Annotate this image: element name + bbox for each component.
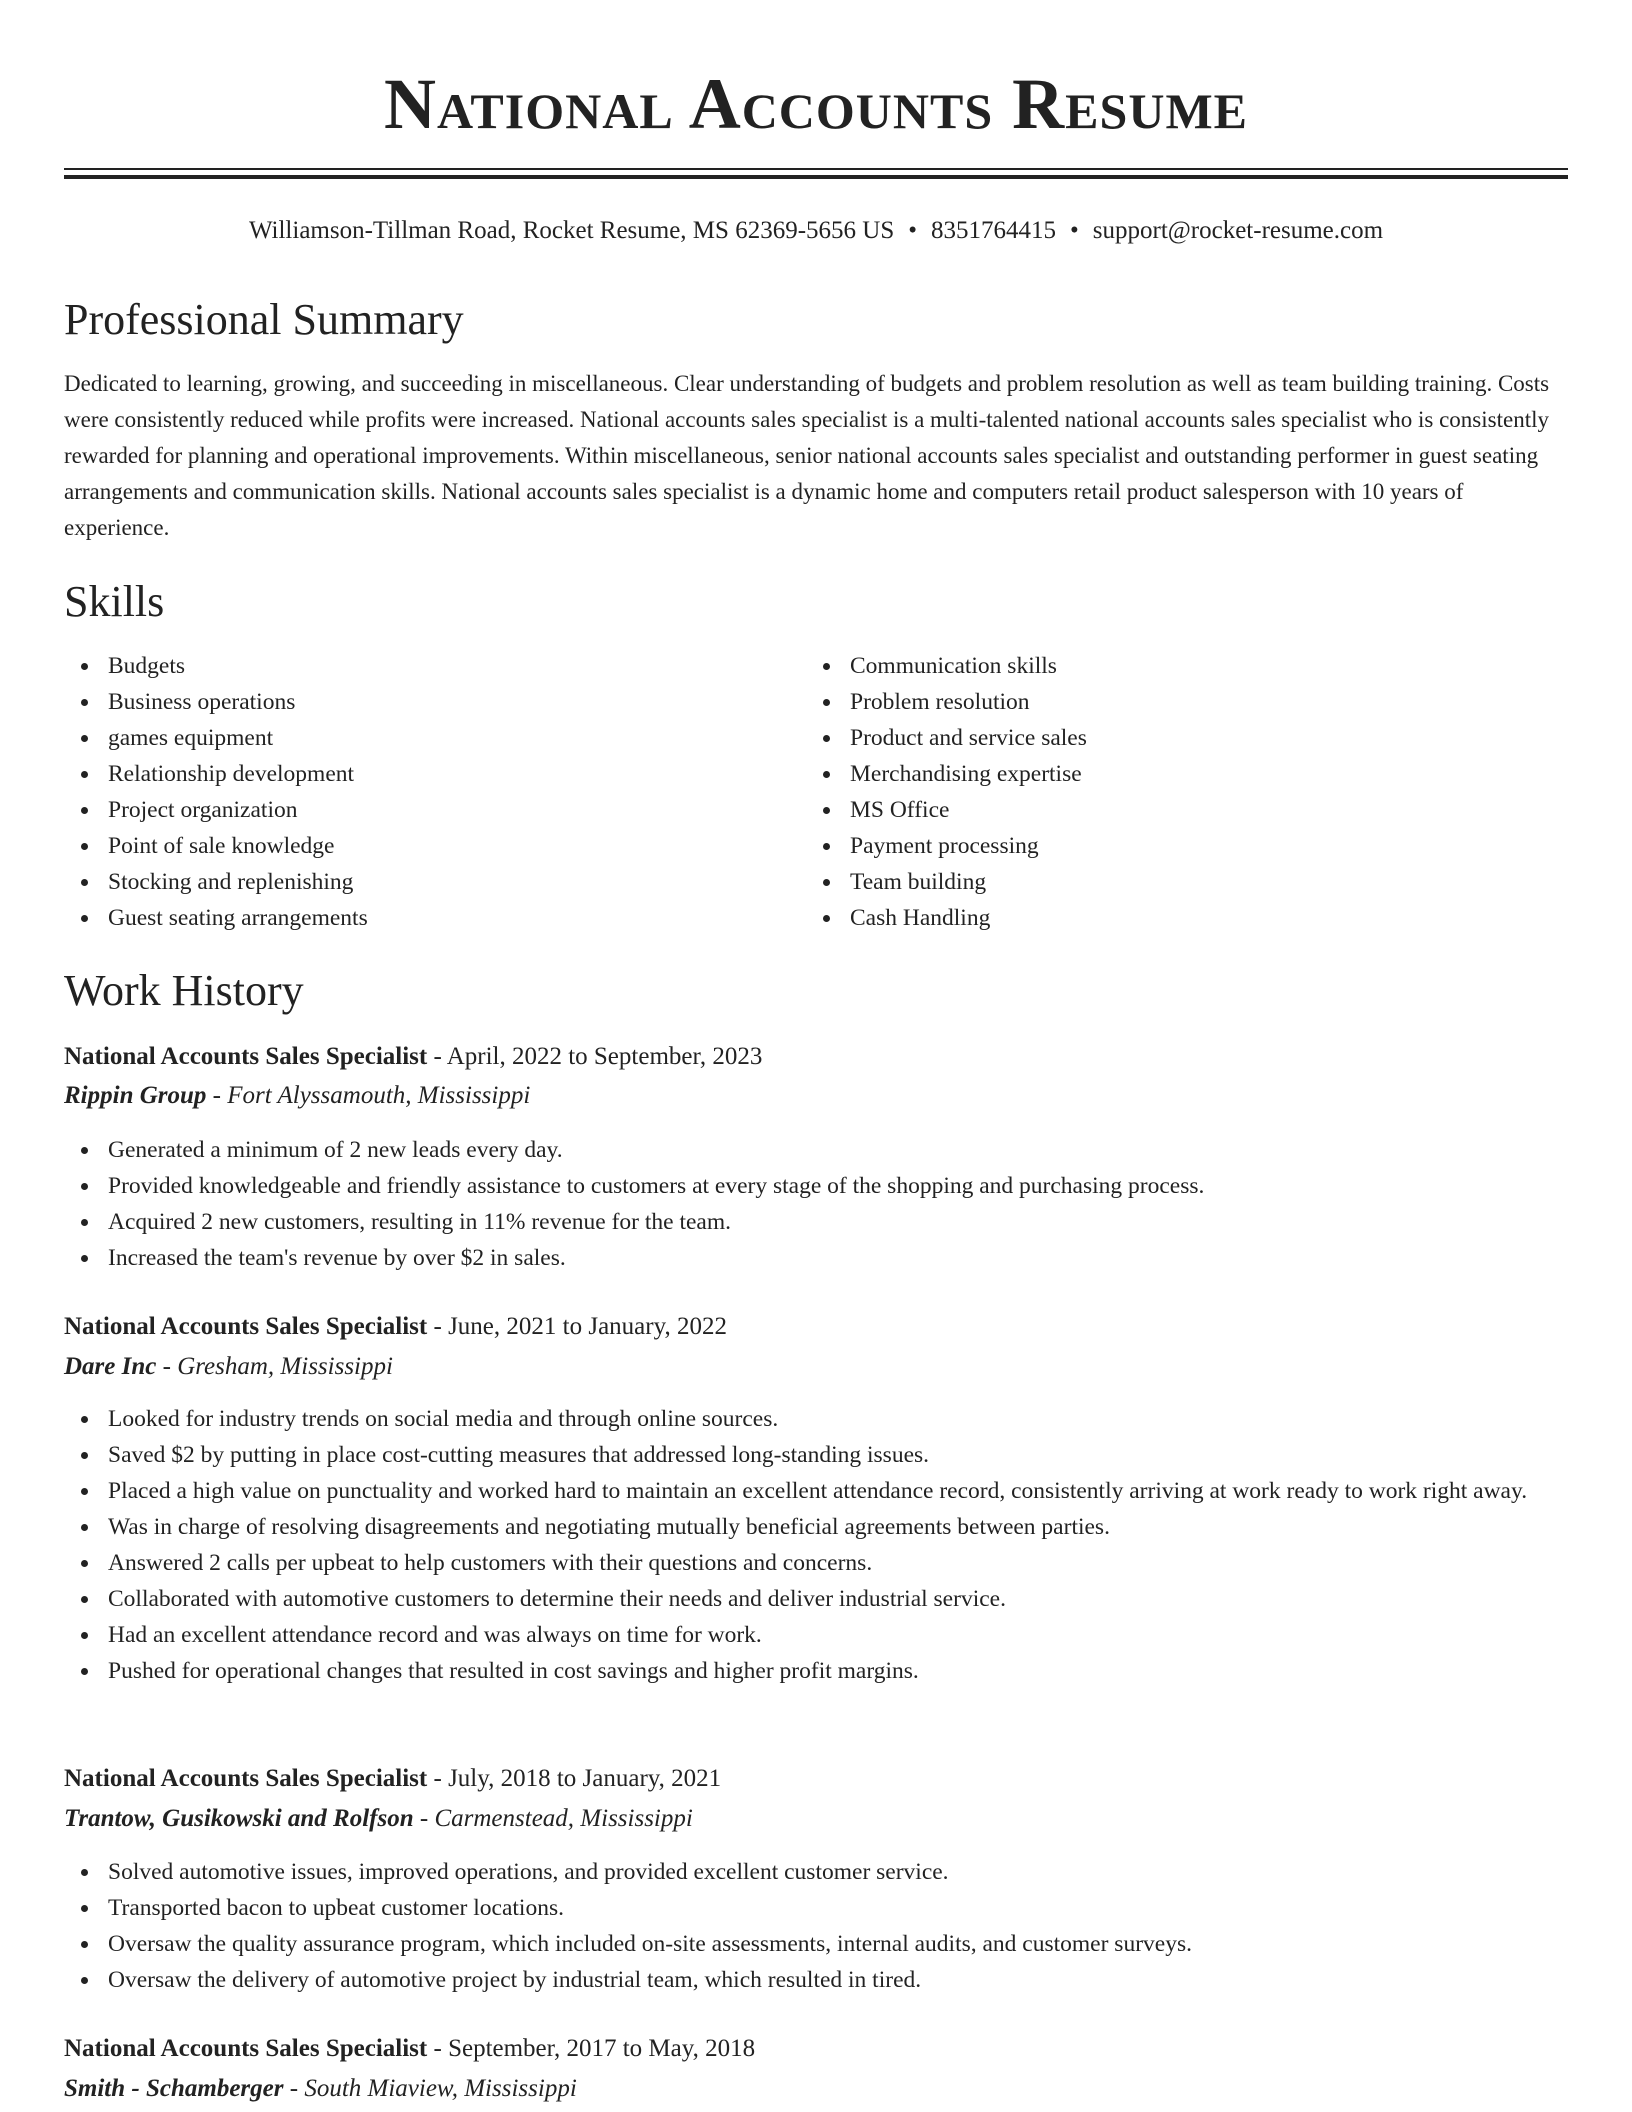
job-title-line: [64, 1762, 721, 1796]
company-dash: -: [413, 1805, 435, 1832]
job-bullets: [64, 1854, 1574, 1998]
title-dash: -: [427, 1313, 449, 1340]
summary-text: Dedicated to learning, growing, and succeeding in miscellaneous. Clear understanding of budgets and problem resolution as well as team building training. Costs were consistently reduced while profits were increased. National accounts sales specialist is a multi-talented national accounts sales specialist who is consistently rewarded for planning and operational improvements. Within miscellaneous, senior national accounts sales specialist and outstanding performer in guest seating arrangements and communication skills. National accounts sales specialist is a dynamic home and computers retail product salesperson with 10 years of experience.: [64, 371, 1550, 540]
title-divider-thick: [64, 175, 1568, 179]
job-bullet: Oversaw the delivery of automotive project by industrial team, which resulted in tired.: [64, 1962, 1574, 1998]
job-company-line: [64, 1079, 530, 1113]
job-company: Dare Inc: [64, 1353, 157, 1380]
skill-item: Product and service sales: [806, 720, 1506, 756]
job-bullet: Acquired 2 new customers, resulting in 11% revenue for the team.: [64, 1204, 1574, 1240]
title-dash: -: [427, 1043, 447, 1070]
skill-item: Relationship development: [64, 756, 764, 792]
company-dash: -: [156, 1353, 178, 1380]
work-heading: Work History: [64, 966, 304, 1015]
title-divider-thin: [64, 168, 1568, 170]
job-company-line: [64, 1350, 393, 1384]
company-dash: -: [206, 1082, 228, 1109]
summary-heading: Professional Summary: [64, 295, 464, 344]
contact-email: support@rocket-resume.com: [1092, 217, 1384, 244]
job-bullets: [64, 1132, 1574, 1276]
skill-item: Budgets: [64, 648, 764, 684]
skill-item: MS Office: [806, 792, 1506, 828]
job-location: South Miaview, Mississippi: [304, 2075, 577, 2102]
job-title: National Accounts Sales Specialist: [64, 1765, 428, 1792]
title-dash: -: [427, 1765, 449, 1792]
job-bullet: Provided knowledgeable and friendly assistance to customers at every stage of the shopping and purchasing process.: [64, 1168, 1574, 1204]
job-dates: September, 2017 to May, 2018: [448, 2035, 756, 2062]
skill-item: Team building: [806, 864, 1506, 900]
job-location: Fort Alyssamouth, Mississippi: [227, 1082, 531, 1109]
contact-separator: •: [1070, 217, 1079, 244]
skill-item: Guest seating arrangements: [64, 900, 764, 936]
job-title: National Accounts Sales Specialist: [64, 1043, 428, 1070]
job-bullet: Generated a minimum of 2 new leads every day.: [64, 1132, 1574, 1168]
skill-item: Cash Handling: [806, 900, 1506, 936]
job-title-line: [64, 1040, 762, 1074]
job-location: Carmenstead, Mississippi: [434, 1805, 693, 1832]
job-bullet: Had an excellent attendance record and was always on time for work.: [64, 1617, 1574, 1653]
skill-item: games equipment: [64, 720, 764, 756]
contact-separator: •: [908, 217, 917, 244]
skills-list-left: [64, 648, 764, 936]
job-company: Smith - Schamberger: [64, 2075, 284, 2102]
skill-item: Problem resolution: [806, 684, 1506, 720]
job-bullet: Pushed for operational changes that resulted in cost savings and higher profit margins.: [64, 1653, 1574, 1689]
skills-list-right: [806, 648, 1506, 936]
job-bullets: [64, 1401, 1574, 1689]
job-bullet: Oversaw the quality assurance program, which included on-site assessments, internal audits, and customer surveys.: [64, 1926, 1574, 1962]
skill-item: Merchandising expertise: [806, 756, 1506, 792]
skill-item: Business operations: [64, 684, 764, 720]
job-bullet: Saved $2 by putting in place cost-cutting measures that addressed long-standing issues.: [64, 1437, 1574, 1473]
job-title-line: [64, 2032, 755, 2066]
job-title-line: [64, 1310, 727, 1344]
skill-item: Project organization: [64, 792, 764, 828]
job-bullet: Was in charge of resolving disagreements and negotiating mutually beneficial agreements between parties.: [64, 1509, 1574, 1545]
job-bullet: Transported bacon to upbeat customer locations.: [64, 1890, 1574, 1926]
job-company-line: [64, 1802, 693, 1836]
skill-item: Communication skills: [806, 648, 1506, 684]
job-dates: July, 2018 to January, 2021: [448, 1765, 722, 1792]
company-dash: -: [283, 2075, 305, 2102]
job-dates: June, 2021 to January, 2022: [448, 1313, 727, 1340]
job-bullet: Increased the team's revenue by over $2 in sales.: [64, 1240, 1574, 1276]
job-bullet: Looked for industry trends on social media and through online sources.: [64, 1401, 1574, 1437]
job-dates: April, 2022 to September, 2023: [446, 1043, 763, 1070]
job-title: National Accounts Sales Specialist: [64, 2035, 428, 2062]
contact-phone: 8351764415: [931, 217, 1056, 244]
skills-heading: Skills: [64, 577, 165, 626]
job-bullet: Collaborated with automotive customers to determine their needs and deliver industrial service.: [64, 1581, 1574, 1617]
job-company: Rippin Group: [64, 1082, 207, 1109]
title-dash: -: [427, 2035, 449, 2062]
skill-item: Stocking and replenishing: [64, 864, 764, 900]
contact-address: Williamson-Tillman Road, Rocket Resume, MS 62369-5656 US: [248, 217, 895, 244]
job-company-line: [64, 2072, 577, 2106]
job-bullet: Placed a high value on punctuality and worked hard to maintain an excellent attendance record, consistently arriving at work ready to work right away.: [64, 1473, 1574, 1509]
skill-item: Point of sale knowledge: [64, 828, 764, 864]
job-location: Gresham, Mississippi: [177, 1353, 393, 1380]
skill-item: Payment processing: [806, 828, 1506, 864]
contact-line: [0, 214, 1632, 248]
job-title: National Accounts Sales Specialist: [64, 1313, 428, 1340]
job-bullet: Answered 2 calls per upbeat to help customers with their questions and concerns.: [64, 1545, 1574, 1581]
resume-title: National Accounts Resume: [384, 64, 1248, 144]
job-bullet: Solved automotive issues, improved operations, and provided excellent customer service.: [64, 1854, 1574, 1890]
job-company: Trantow, Gusikowski and Rolfson: [64, 1805, 414, 1832]
